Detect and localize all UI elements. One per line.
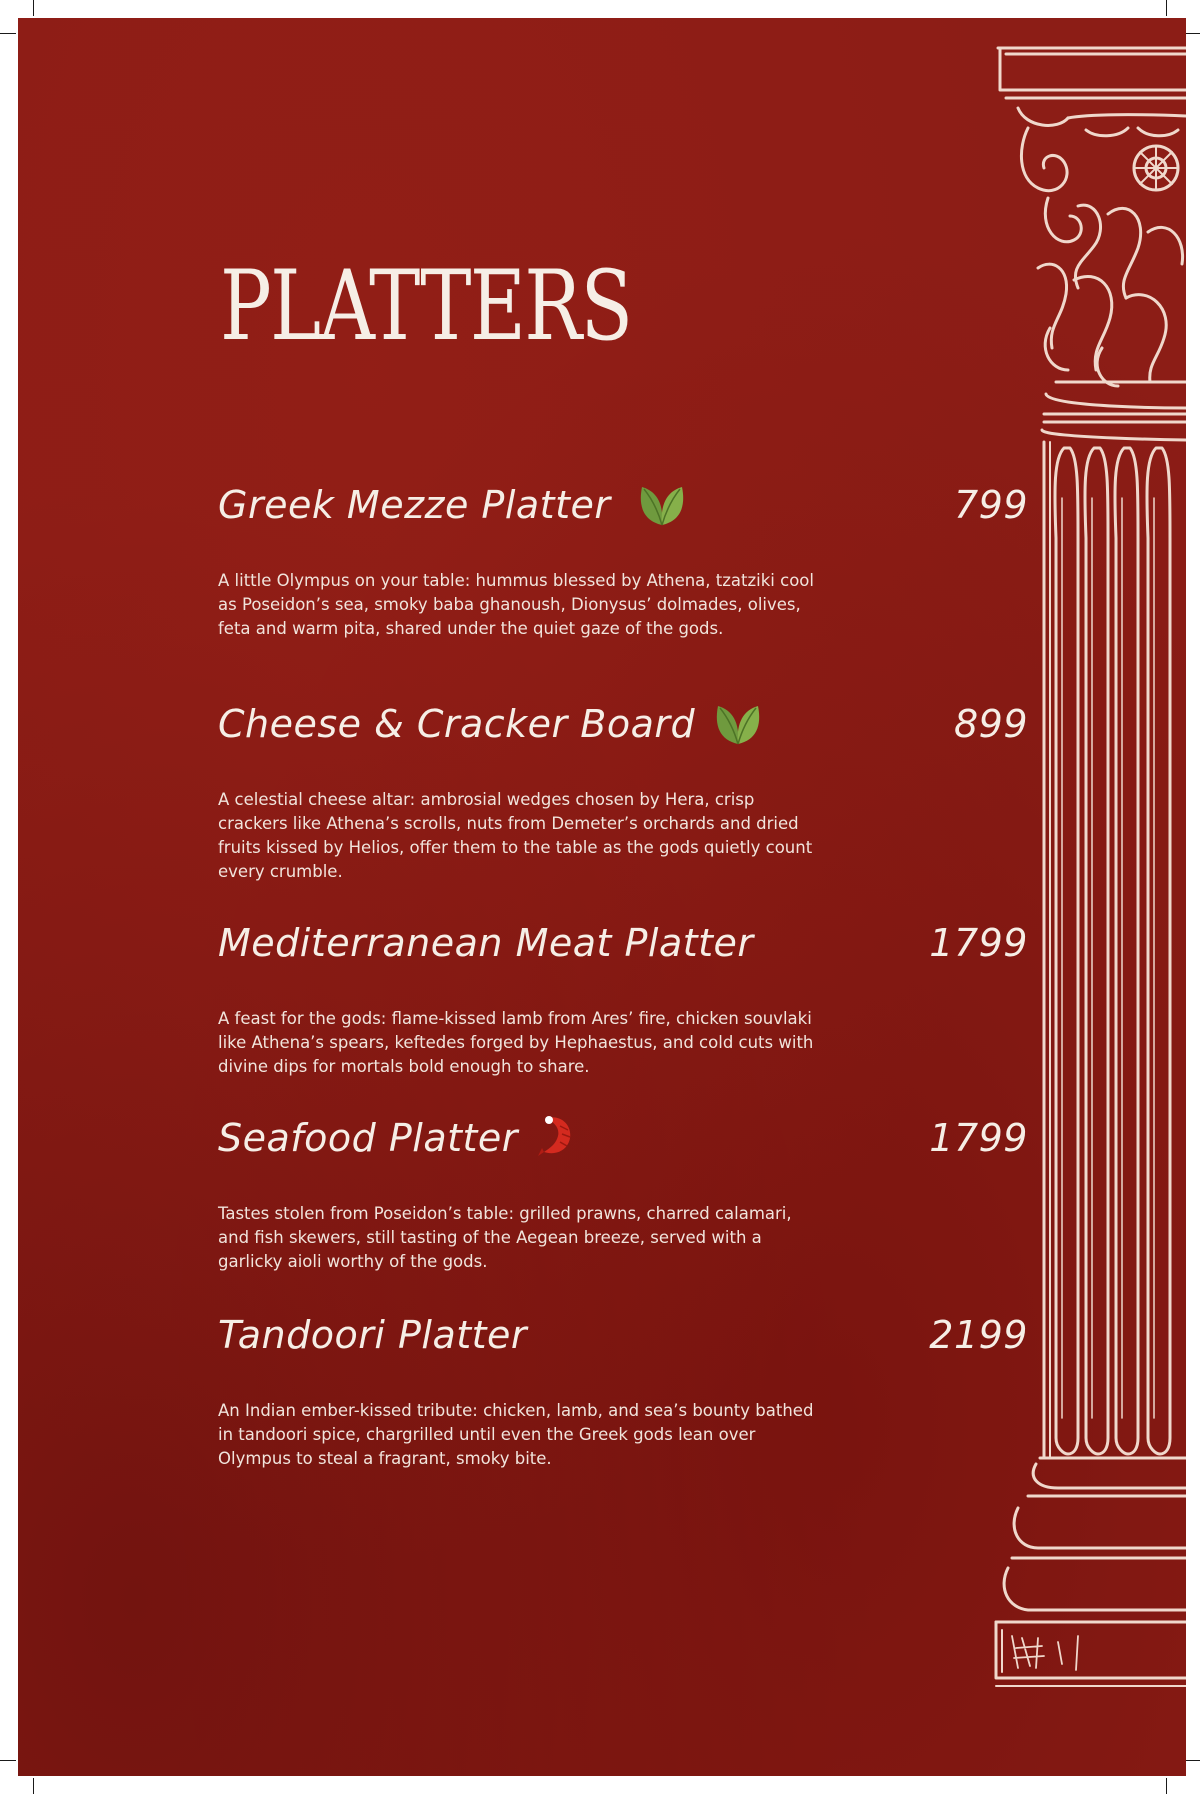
menu-item-description: Tastes stolen from Poseidon’s table: grilled prawns, charred calamari, and fish skewers, still tasting of the Aegean breeze, served with a garlicky aioli worthy of the gods. [218,1204,792,1271]
greek-column-illustration [978,18,1186,1776]
menu-item-description: An Indian ember-kissed tribute: chicken, lamb, and sea’s bounty bathed in tandoori spice, chargrilled until even the Greek gods lean over Olympus to steal a fragrant, smoky bite. [218,1401,814,1468]
menu-item-description: A little Olympus on your table: hummus blessed by Athena, tzatziki cool as Poseidon’s sea, smoky baba ghanoush, Dionysus’ dolmades, olives, feta and warm pita, shared under the quiet gaze of the gods. [218,571,814,638]
crop-mark [33,1778,34,1794]
menu-item-header [218,921,1028,981]
crop-mark [33,0,34,16]
menu-title: PLATTERS [220,250,632,362]
menu-item-name: Cheese & Cracker Board [218,702,696,746]
menu-item-price: 899 [953,702,1028,746]
shrimp-icon [536,1112,576,1158]
menu-item-description: A celestial cheese altar: ambrosial wedges chosen by Hera, crisp crackers like Athena’s scrolls, nuts from Demeter’s orchards and dried fruits kissed by Helios, offer them to the table as the gods quietly count every crumble. [218,790,813,881]
menu-item-header [218,1313,1028,1373]
menu-item-tandoori-platter [218,1313,1028,1471]
crop-mark [0,33,16,34]
menu-item-seafood-platter [218,1116,1028,1274]
menu-item-header [218,702,1028,762]
menu-item-greek-mezze [218,483,1028,641]
menu-item-header [218,1116,1028,1176]
menu-item-cheese-board [218,702,1028,884]
crop-mark [1166,1778,1167,1794]
veg-leaf-icon [712,696,764,746]
menu-item-meat-platter [218,921,1028,1079]
menu-card [18,18,1186,1776]
menu-item-header [218,483,1028,543]
menu-item-name: Seafood Platter [218,1116,518,1160]
menu-item-price: 2199 [929,1313,1028,1357]
menu-item-name: Greek Mezze Platter [218,483,611,527]
menu-item-name: Tandoori Platter [218,1313,528,1357]
crop-mark [0,1760,16,1761]
crop-mark [1184,1760,1200,1761]
menu-item-description: A feast for the gods: flame-kissed lamb from Ares’ fire, chicken souvlaki like Athena’s spears, keftedes forged by Hephaestus, and cold cuts with divine dips for mortals bold enough to share. [218,1009,814,1076]
crop-mark [1184,33,1200,34]
veg-leaf-icon [636,477,688,527]
menu-item-price: 799 [953,483,1028,527]
crop-mark [1166,0,1167,16]
menu-item-name: Mediterranean Meat Platter [218,921,754,965]
menu-item-price: 1799 [929,1116,1028,1160]
menu-item-price: 1799 [929,921,1028,965]
